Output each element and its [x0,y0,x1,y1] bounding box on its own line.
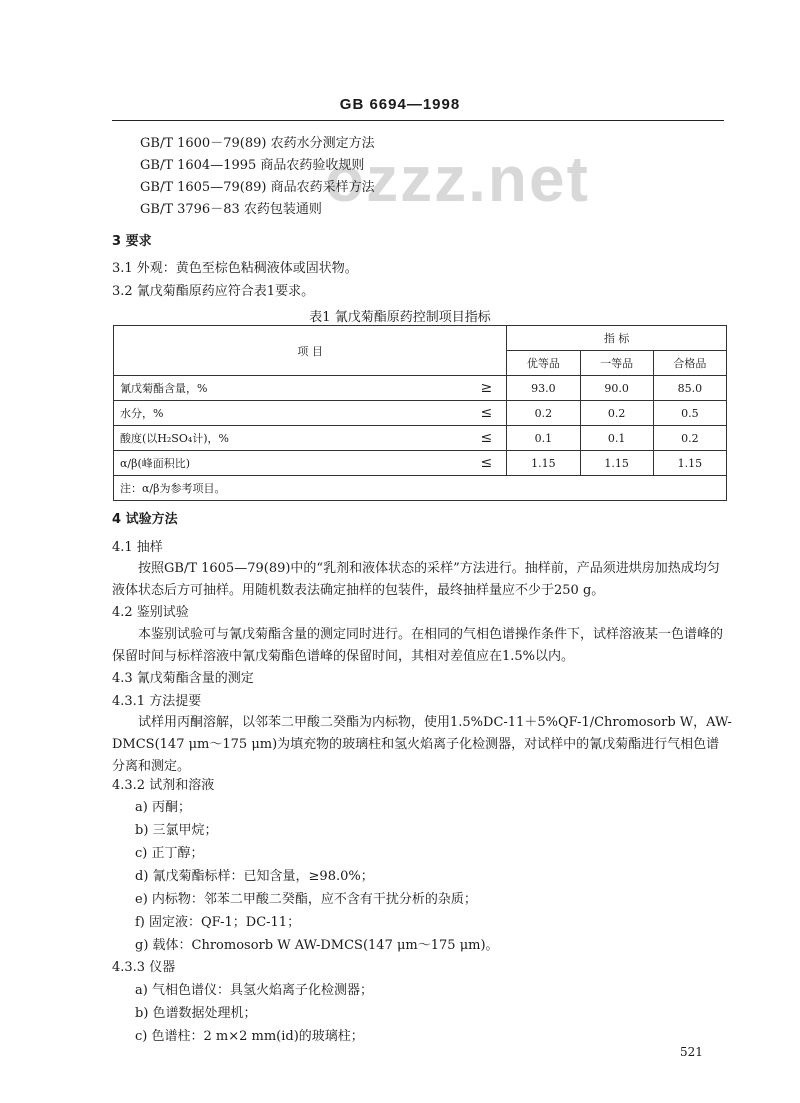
row-symbol: ≤ [424,401,506,426]
clause-heading: 4.1 抽样 [112,540,163,555]
clause-text: 3.1 外观：黄色至棕色粘稠液体或固状物。 [112,261,358,276]
page-header-title: GB 6694—1998 [339,96,461,113]
list-item: a) 丙酮； [135,800,191,815]
row-value: 0.1 [507,426,580,451]
row-value: 0.1 [580,426,653,451]
clause-heading: 4.3.3 仪器 [112,960,176,975]
watermark: ozzz.net [325,143,590,215]
row-value: 0.2 [507,401,580,426]
table-header-grade: 合格品 [653,351,726,376]
row-value: 85.0 [653,376,726,401]
clause-text: 3.2 氰戊菊酯原药应符合表1要求。 [112,284,315,299]
row-value: 90.0 [580,376,653,401]
list-item: f) 固定液：QF-1；DC-11； [135,915,301,930]
spec-table [113,325,727,501]
reference-item: GB/T 1605—79(89) 商品农药采样方法 [140,180,375,195]
row-symbol: ≤ [424,451,506,476]
row-value: 0.2 [580,401,653,426]
list-item: e) 内标物：邻苯二甲酸二癸酯，应不含有干扰分析的杂质； [135,892,477,907]
row-label: 酸度(以H₂SO₄计)，% [114,426,425,451]
row-value: 0.2 [653,426,726,451]
header-rule [112,120,724,121]
row-value: 1.15 [653,451,726,476]
row-value: 0.5 [653,401,726,426]
table-row [114,376,727,401]
clause-heading: 4.2 鉴别试验 [112,605,189,620]
list-item: a) 气相色谱仪：具氢火焰离子化检测器； [135,983,373,998]
row-symbol: ≥ [424,376,506,401]
reference-item: GB/T 1604—1995 商品农药验收规则 [140,158,365,173]
table-row [114,451,727,476]
row-symbol: ≤ [424,426,506,451]
list-item: d) 氰戊菊酯标样：已知含量，≥98.0%； [135,869,374,884]
row-value: 93.0 [507,376,580,401]
reference-item: GB/T 1600－79(89) 农药水分测定方法 [140,136,375,151]
table-row [114,401,727,426]
list-item: g) 载体：Chromosorb W AW-DMCS(147 μm～175 μm)。 [135,938,499,953]
reference-item: GB/T 3796－83 农药包装通则 [140,202,322,217]
list-item: c) 色谱柱：2 m×2 mm(id)的玻璃柱； [135,1029,364,1044]
page-number: 521 [680,1045,703,1059]
clause-heading: 4.3.1 方法提要 [112,694,202,709]
row-value: 1.15 [507,451,580,476]
table-caption: 表1 氰戊菊酯原药控制项目指标 [309,310,491,325]
list-item: b) 三氯甲烷； [135,823,218,838]
clause-heading: 4.3 氰戊菊酯含量的测定 [112,671,254,686]
row-label: 水分，% [114,401,425,426]
table-header-index: 指 标 [507,326,727,351]
clause-heading: 4.3.2 试剂和溶液 [112,778,215,793]
table-row [114,426,727,451]
table-header-item: 项 目 [114,326,507,376]
row-label: α/β(峰面积比) [114,451,425,476]
row-value: 1.15 [580,451,653,476]
section-heading: 4 试验方法 [112,512,178,527]
section-heading: 3 要求 [112,234,152,249]
list-item: b) 色谱数据处理机； [135,1006,257,1021]
table-header-grade: 一等品 [580,351,653,376]
list-item: c) 正丁醇； [135,846,204,861]
clause-paragraph: 本鉴别试验可与氰戊菊酯含量的测定同时进行。在相同的气相色谱操作条件下，试样溶液某一色谱峰的保留时间与标样溶液中氰戊菊酯色谱峰的保留时间，其相对差值应在1.5%以内。 [112,627,724,664]
table-note: 注：α/β为参考项目。 [114,476,727,501]
clause-paragraph: 按照GB/T 1605—79(89)中的“乳剂和液体状态的采样”方法进行。抽样前，产品须进烘房加热成均匀液体状态后方可抽样。用随机数表法确定抽样的包装件，最终抽样量应不少于250 g。 [112,561,720,598]
clause-paragraph: 试样用丙酮溶解，以邻苯二甲酸二癸酯为内标物，使用1.5%DC-11＋5%QF-1/Chromosorb W，AW-DMCS(147 μm～175 μm)为填充物的玻璃柱和氢火焰离子化检测器，对试样中的氰戊菊酯进行气相色谱分离和测定。 [112,715,732,774]
row-label: 氰戊菊酯含量，% [114,376,425,401]
table-header-grade: 优等品 [507,351,580,376]
